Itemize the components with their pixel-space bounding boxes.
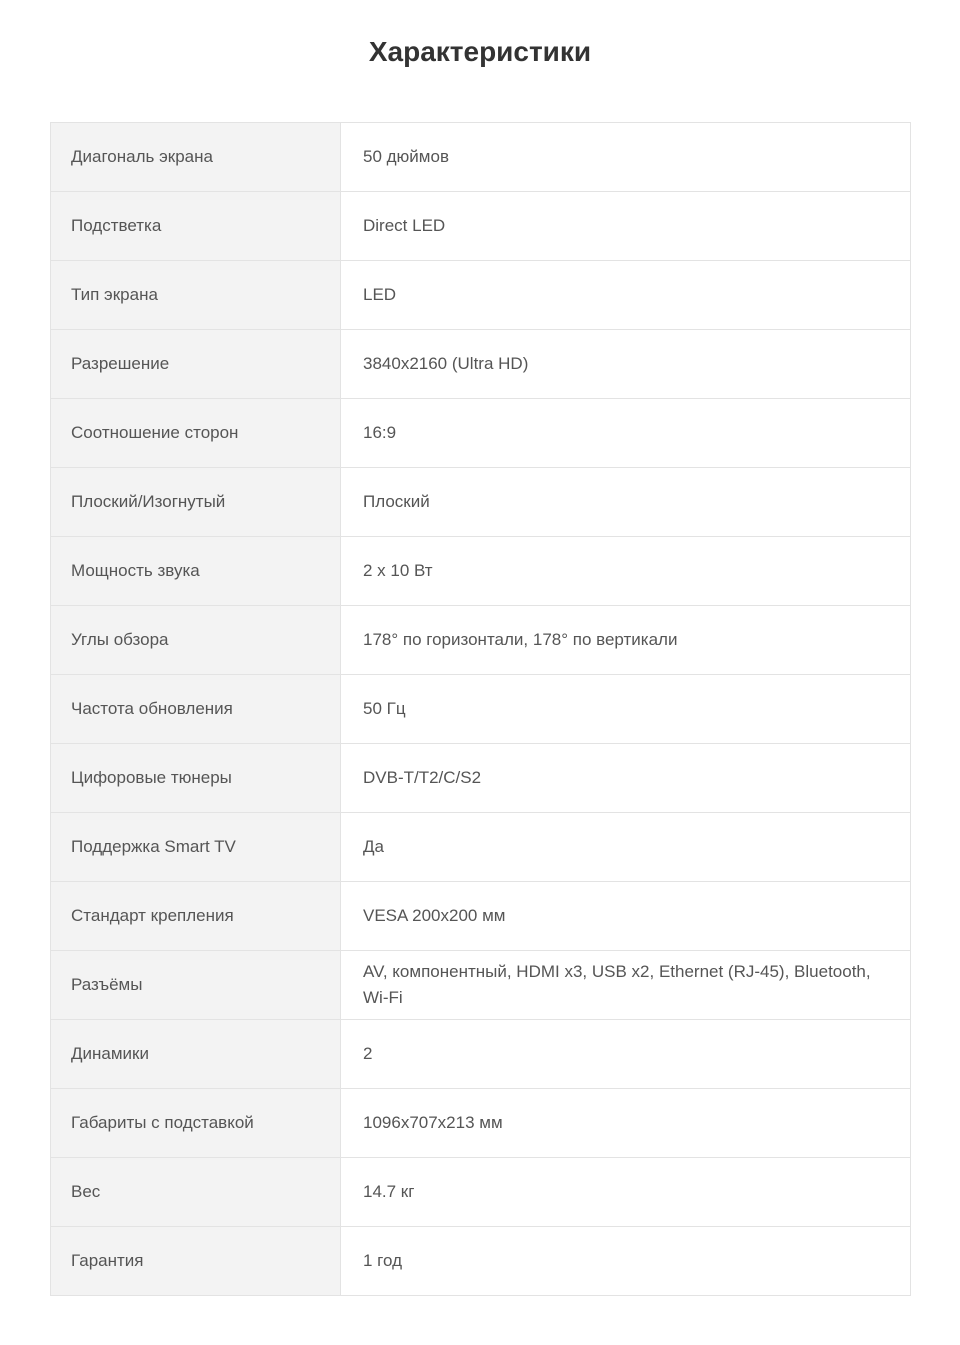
spec-label: Подстветка <box>51 192 341 260</box>
spec-row-dimensions <box>51 1089 910 1158</box>
spec-value: Direct LED <box>363 216 446 235</box>
spec-row-resolution <box>51 330 910 399</box>
spec-label: Разрешение <box>51 330 341 398</box>
spec-value: 178° по горизонтали, 178° по вертикали <box>363 630 678 649</box>
spec-value: LED <box>363 285 397 304</box>
spec-value: 2 x 10 Вт <box>363 561 433 580</box>
spec-label: Тип экрана <box>51 261 341 329</box>
spec-value: 14.7 кг <box>363 1182 415 1201</box>
spec-label: Динамики <box>51 1020 341 1088</box>
spec-row-diagonal <box>51 123 910 192</box>
spec-row-viewing-angles <box>51 606 910 675</box>
spec-row-speakers <box>51 1020 910 1089</box>
spec-label: Гарантия <box>51 1227 341 1295</box>
spec-value: AV, компонентный, HDMI x3, USB x2, Ethernet (RJ-45), Bluetooth, Wi-Fi <box>363 962 871 1007</box>
spec-label: Вес <box>51 1158 341 1226</box>
spec-value: 1 год <box>363 1251 403 1270</box>
spec-value: DVB-T/T2/C/S2 <box>363 768 482 787</box>
spec-value: 2 <box>363 1044 373 1063</box>
spec-row-aspect-ratio <box>51 399 910 468</box>
spec-row-screen-type <box>51 261 910 330</box>
spec-label: Соотношение сторон <box>51 399 341 467</box>
spec-value: 50 дюймов <box>363 147 449 166</box>
spec-value: Плоский <box>363 492 430 511</box>
spec-row-weight <box>51 1158 910 1227</box>
spec-value: 16:9 <box>363 423 397 442</box>
spec-row-backlight <box>51 192 910 261</box>
spec-row-tuners <box>51 744 910 813</box>
spec-label: Частота обновления <box>51 675 341 743</box>
spec-row-refresh-rate <box>51 675 910 744</box>
specs-table <box>50 122 911 1296</box>
spec-label: Стандарт крепления <box>51 882 341 950</box>
spec-value: 50 Гц <box>363 699 406 718</box>
page-title: Характеристики <box>368 36 592 67</box>
spec-row-connectors <box>51 951 910 1020</box>
spec-row-smart-tv <box>51 813 910 882</box>
spec-value: 1096x707x213 мм <box>363 1113 503 1132</box>
spec-label: Разъёмы <box>51 951 341 1019</box>
spec-label: Мощность звука <box>51 537 341 605</box>
spec-label: Углы обзора <box>51 606 341 674</box>
spec-row-flat-curved <box>51 468 910 537</box>
spec-row-warranty <box>51 1227 910 1296</box>
spec-label: Плоский/Изогнутый <box>51 468 341 536</box>
spec-row-mount <box>51 882 910 951</box>
spec-label: Цифоровые тюнеры <box>51 744 341 812</box>
spec-label: Поддержка Smart TV <box>51 813 341 881</box>
spec-row-sound-power <box>51 537 910 606</box>
spec-value: VESA 200x200 мм <box>363 906 506 925</box>
spec-label: Габариты с подставкой <box>51 1089 341 1157</box>
spec-value: 3840x2160 (Ultra HD) <box>363 354 529 373</box>
spec-label: Диагональ экрана <box>51 123 341 191</box>
spec-value: Да <box>363 837 384 856</box>
